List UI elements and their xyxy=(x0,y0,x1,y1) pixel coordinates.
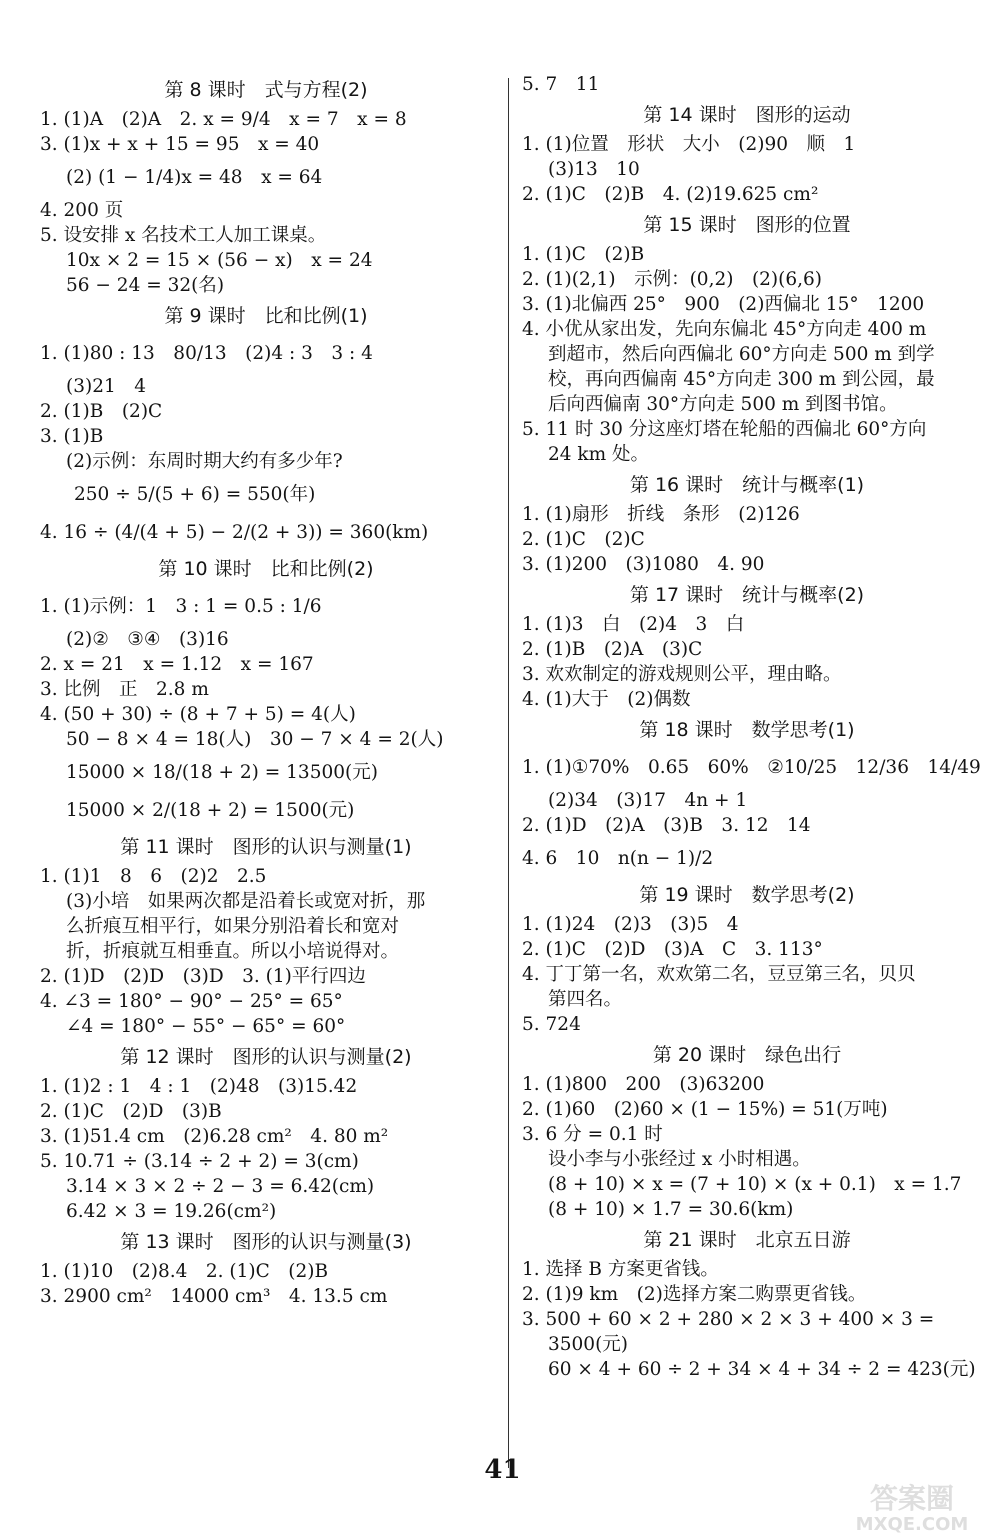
watermark-url: MXQE.COM xyxy=(855,1514,969,1534)
answer-line: 2. (1)(2,1) 示例：(0,2) (2)(6,6) xyxy=(522,269,823,290)
answer-line: (2) (1 − 1/4)x = 48 x = 64 xyxy=(66,167,323,188)
answer-line: 1. (1)位置 形状 大小 (2)90 顺 1 xyxy=(522,134,856,155)
answer-line: 1. 选择 B 方案更省钱。 xyxy=(522,1259,719,1280)
answer-line: 5. 724 xyxy=(522,1014,581,1035)
left-column xyxy=(40,72,492,1310)
answer-line: 4. 16 ÷ (4/(4 + 5) − 2/(2 + 3)) = 360(km) xyxy=(40,522,429,543)
lesson-heading: 第 9 课时 比和比例(1) xyxy=(164,305,368,327)
answer-line: 4. 200 页 xyxy=(40,200,124,221)
answer-line: 15000 × 18/(18 + 2) = 13500(元) xyxy=(66,762,378,783)
answer-line: 设小李与小张经过 x 小时相遇。 xyxy=(548,1149,811,1170)
answer-line: 1. (1)1 8 6 (2)2 2.5 xyxy=(40,866,267,887)
answer-line: 1. (1)扇形 折线 条形 (2)126 xyxy=(522,504,800,525)
answer-line: 3. 500 + 60 × 2 + 280 × 2 × 3 + 400 × 3 = xyxy=(522,1309,935,1330)
answer-line: 3. (1)北偏西 25° 900 (2)西偏北 15° 1200 xyxy=(522,294,925,315)
answer-line: (3)13 10 xyxy=(548,159,640,180)
answer-line: 4. ∠3 = 180° − 90° − 25° = 65° xyxy=(40,991,343,1012)
answer-line: 24 km 处。 xyxy=(548,444,650,465)
lesson-heading: 第 13 课时 图形的认识与测量(3) xyxy=(120,1231,412,1253)
answer-line: 第四名。 xyxy=(548,989,623,1010)
answer-line: 1. (1)800 200 (3)63200 xyxy=(522,1074,765,1095)
lesson-heading: 第 8 课时 式与方程(2) xyxy=(164,79,368,101)
answer-line: 1. (1)①70% 0.65 60% ②10/25 12/36 14/49 xyxy=(522,757,981,778)
answer-line: (8 + 10) × 1.7 = 30.6(km) xyxy=(548,1199,794,1220)
answer-line: 5. 7 11 xyxy=(522,74,600,95)
answer-line: 60 × 4 + 60 ÷ 2 + 34 × 4 + 34 ÷ 2 = 423(元) xyxy=(548,1359,976,1380)
answer-line: ∠4 = 180° − 55° − 65° = 60° xyxy=(66,1016,346,1037)
answer-line: (2)示例：东周时期大约有多少年? xyxy=(66,451,343,472)
answer-line: 2. (1)C (2)D (3)B xyxy=(40,1101,222,1122)
lesson-heading: 第 20 课时 绿色出行 xyxy=(652,1044,842,1066)
right-column xyxy=(522,72,981,1383)
answer-line: 4. 丁丁第一名，欢欢第二名，豆豆第三名，贝贝 xyxy=(522,964,916,985)
answer-line: 4. (50 + 30) ÷ (8 + 7 + 5) = 4(人) xyxy=(40,704,356,725)
answer-line: 2. (1)B (2)C xyxy=(40,401,163,422)
answer-line: 折，折痕就互相垂直。所以小培说得对。 xyxy=(66,941,400,962)
watermark-logo xyxy=(832,1478,992,1534)
lesson-heading: 第 16 课时 统计与概率(1) xyxy=(629,474,865,496)
answer-line: 后向西偏南 30°方向走 500 m 到图书馆。 xyxy=(548,394,898,415)
answer-line: 2. (1)C (2)D (3)A C 3. 113° xyxy=(522,939,823,960)
answer-line: 3. (1)200 (3)1080 4. 90 xyxy=(522,554,765,575)
answer-line: (8 + 10) × x = (7 + 10) × (x + 0.1) x = 1.7 xyxy=(548,1174,962,1195)
lesson-heading: 第 10 课时 比和比例(2) xyxy=(158,558,374,580)
answer-line: 1. (1)24 (2)3 (3)5 4 xyxy=(522,914,739,935)
answer-line: 1. (1)80 : 13 80/13 (2)4 : 3 3 : 4 xyxy=(40,343,373,364)
answer-line: 4. (1)大于 (2)偶数 xyxy=(522,689,691,710)
lesson-heading: 第 21 课时 北京五日游 xyxy=(643,1229,851,1251)
answer-line: (2)② ③④ (3)16 xyxy=(66,629,229,650)
answer-line: 2. (1)B (2)A (3)C xyxy=(522,639,703,660)
answer-line: 4. 小优从家出发，先向东偏北 45°方向走 400 m xyxy=(522,319,927,340)
answer-line: 1. (1)2 : 1 4 : 1 (2)48 (3)15.42 xyxy=(40,1076,358,1097)
answer-line: 2. x = 21 x = 1.12 x = 167 xyxy=(40,654,314,675)
answer-line: 么折痕互相平行，如果分别沿着长和宽对 xyxy=(66,916,400,937)
answer-line: 1. (1)C (2)B xyxy=(522,244,645,265)
answer-line: 5. 设安排 x 名技术工人加工课桌。 xyxy=(40,225,327,246)
lesson-heading: 第 14 课时 图形的运动 xyxy=(643,104,851,126)
answer-line: 校，再向西偏南 45°方向走 300 m 到公园，最 xyxy=(548,369,935,390)
answer-line: (3)小培 如果两次都是沿着长或宽对折，那 xyxy=(66,891,426,912)
answer-line: 3. (1)B xyxy=(40,426,104,447)
answer-line: 2. (1)9 km (2)选择方案二购票更省钱。 xyxy=(522,1284,867,1305)
answer-line: 3. 6 分 = 0.1 时 xyxy=(522,1124,663,1145)
answer-line: 3.14 × 3 × 2 ÷ 2 − 3 = 6.42(cm) xyxy=(66,1176,375,1197)
answer-line: 56 − 24 = 32(名) xyxy=(66,275,225,296)
page-number: 41 xyxy=(484,1455,521,1485)
answer-line: 50 − 8 × 4 = 18(人) 30 − 7 × 4 = 2(人) xyxy=(66,729,444,750)
answer-line: 3. (1)x + x + 15 = 95 x = 40 xyxy=(40,134,320,155)
answer-line: 1. (1)3 白 (2)4 3 白 xyxy=(522,614,745,635)
answer-line: 6.42 × 3 = 19.26(cm²) xyxy=(66,1201,277,1222)
answer-line: 250 ÷ 5/(5 + 6) = 550(年) xyxy=(74,484,316,505)
answer-line: 2. (1)C (2)B 4. (2)19.625 cm² xyxy=(522,184,819,205)
answer-line: 1. (1)10 (2)8.4 2. (1)C (2)B xyxy=(40,1261,329,1282)
answer-line: 3. 比例 正 2.8 m xyxy=(40,679,209,700)
answer-line: 2. (1)D (2)D (3)D 3. (1)平行四边 xyxy=(40,966,366,987)
answer-line: 1. (1)示例：1 3 : 1 = 0.5 : 1/6 xyxy=(40,596,322,617)
answer-line: 2. (1)D (2)A (3)B 3. 12 14 xyxy=(522,815,811,836)
answer-line: (3)21 4 xyxy=(66,376,147,397)
lesson-heading: 第 15 课时 图形的位置 xyxy=(643,214,851,236)
answer-line: 2. (1)C (2)C xyxy=(522,529,645,550)
lesson-heading: 第 17 课时 统计与概率(2) xyxy=(629,584,865,606)
answer-line: 3. 欢欢制定的游戏规则公平，理由略。 xyxy=(522,664,842,685)
answer-line: 5. 10.71 ÷ (3.14 ÷ 2 + 2) = 3(cm) xyxy=(40,1151,359,1172)
answer-line: 1. (1)A (2)A 2. x = 9/4 x = 7 x = 8 xyxy=(40,109,407,130)
lesson-heading: 第 19 课时 数学思考(2) xyxy=(639,884,855,906)
answer-line: 3500(元) xyxy=(548,1334,629,1355)
lesson-heading: 第 11 课时 图形的认识与测量(1) xyxy=(120,836,412,858)
answer-line: 15000 × 2/(18 + 2) = 1500(元) xyxy=(66,800,355,821)
answer-line: 3. (1)51.4 cm (2)6.28 cm² 4. 80 m² xyxy=(40,1126,389,1147)
answer-line: 到超市，然后向西偏北 60°方向走 500 m 到学 xyxy=(548,344,935,365)
answer-line: 5. 11 时 30 分这座灯塔在轮船的西偏北 60°方向 xyxy=(522,419,927,440)
lesson-heading: 第 12 课时 图形的认识与测量(2) xyxy=(120,1046,412,1068)
answer-line: 2. (1)60 (2)60 × (1 − 15%) = 51(万吨) xyxy=(522,1099,888,1120)
answer-line: (2)34 (3)17 4n + 1 xyxy=(548,790,748,811)
lesson-heading: 第 18 课时 数学思考(1) xyxy=(639,719,855,741)
answer-line: 10x × 2 = 15 × (56 − x) x = 24 xyxy=(66,250,373,271)
watermark-main: 答案圈 xyxy=(869,1482,955,1515)
answer-line: 4. 6 10 n(n − 1)/2 xyxy=(522,848,714,869)
answer-line: 3. 2900 cm² 14000 cm³ 4. 13.5 cm xyxy=(40,1286,388,1307)
column-divider xyxy=(508,78,509,1468)
